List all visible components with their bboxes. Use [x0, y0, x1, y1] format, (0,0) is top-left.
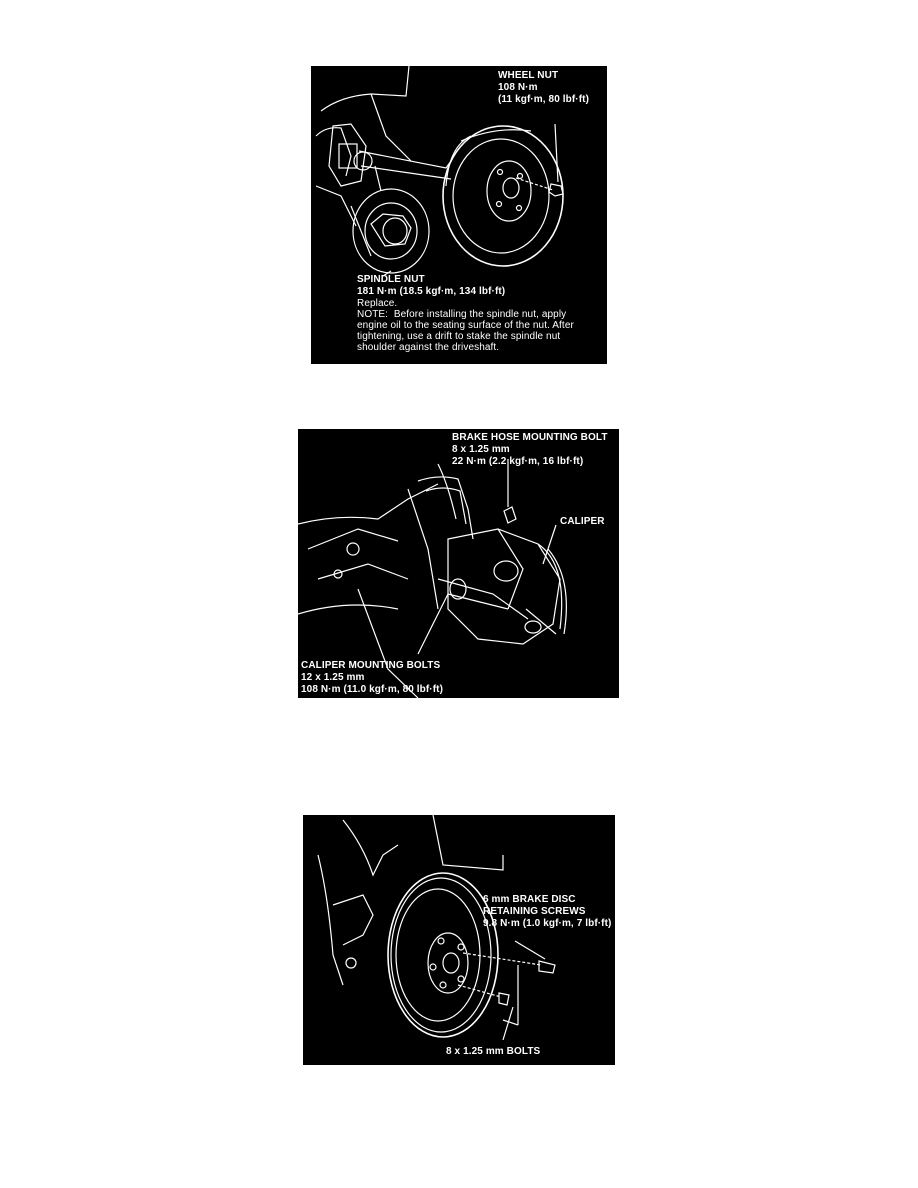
- wheel-nut-torque-alt: (11 kgf·m, 80 lbf·ft): [498, 94, 589, 105]
- caliper-bolts-size: 12 x 1.25 mm: [301, 672, 365, 683]
- brake-hose-bolt-torque: 22 N·m (2.2 kgf·m, 16 lbf·ft): [452, 456, 584, 467]
- caliper-bolts-title: CALIPER MOUNTING BOLTS: [301, 660, 441, 671]
- disc-screws-line2: RETAINING SCREWS: [483, 906, 586, 917]
- spindle-nut-note-line1: NOTE: Before installing the spindle nut, apply: [357, 309, 567, 320]
- spindle-nut-title: SPINDLE NUT: [357, 274, 425, 285]
- spindle-nut-note-line3: tightening, use a drift to stake the spindle nut: [357, 331, 561, 342]
- spindle-nut-note-line4: shoulder against the driveshaft.: [357, 342, 500, 353]
- caliper-figure: [298, 429, 619, 698]
- caliper-illustration: [298, 429, 619, 698]
- caliper-label: CALIPER: [560, 516, 605, 527]
- spindle-nut-note-line2: engine oil to the seating surface of the nut. After: [357, 320, 574, 331]
- disc-bolts-label: 8 x 1.25 mm BOLTS: [446, 1046, 541, 1057]
- disc-screws-line1: 6 mm BRAKE DISC: [483, 894, 576, 905]
- brake-hose-bolt-size: 8 x 1.25 mm: [452, 444, 510, 455]
- brake-hose-bolt-title: BRAKE HOSE MOUNTING BOLT: [452, 432, 608, 443]
- wheel-nut-title: WHEEL NUT: [498, 70, 559, 81]
- wheel-nut-torque-nm: 108 N·m: [498, 82, 538, 93]
- disc-screws-torque: 9.8 N·m (1.0 kgf·m, 7 lbf·ft): [483, 918, 612, 929]
- brake-disc-figure: [303, 815, 615, 1065]
- caliper-bolts-torque: 108 N·m (11.0 kgf·m, 80 lbf·ft): [301, 684, 444, 695]
- wheel-spindle-nut-figure: [311, 66, 607, 364]
- brake-disc-illustration: [303, 815, 615, 1065]
- spindle-nut-replace: Replace.: [357, 298, 398, 309]
- spindle-nut-torque: 181 N·m (18.5 kgf·m, 134 lbf·ft): [357, 286, 506, 297]
